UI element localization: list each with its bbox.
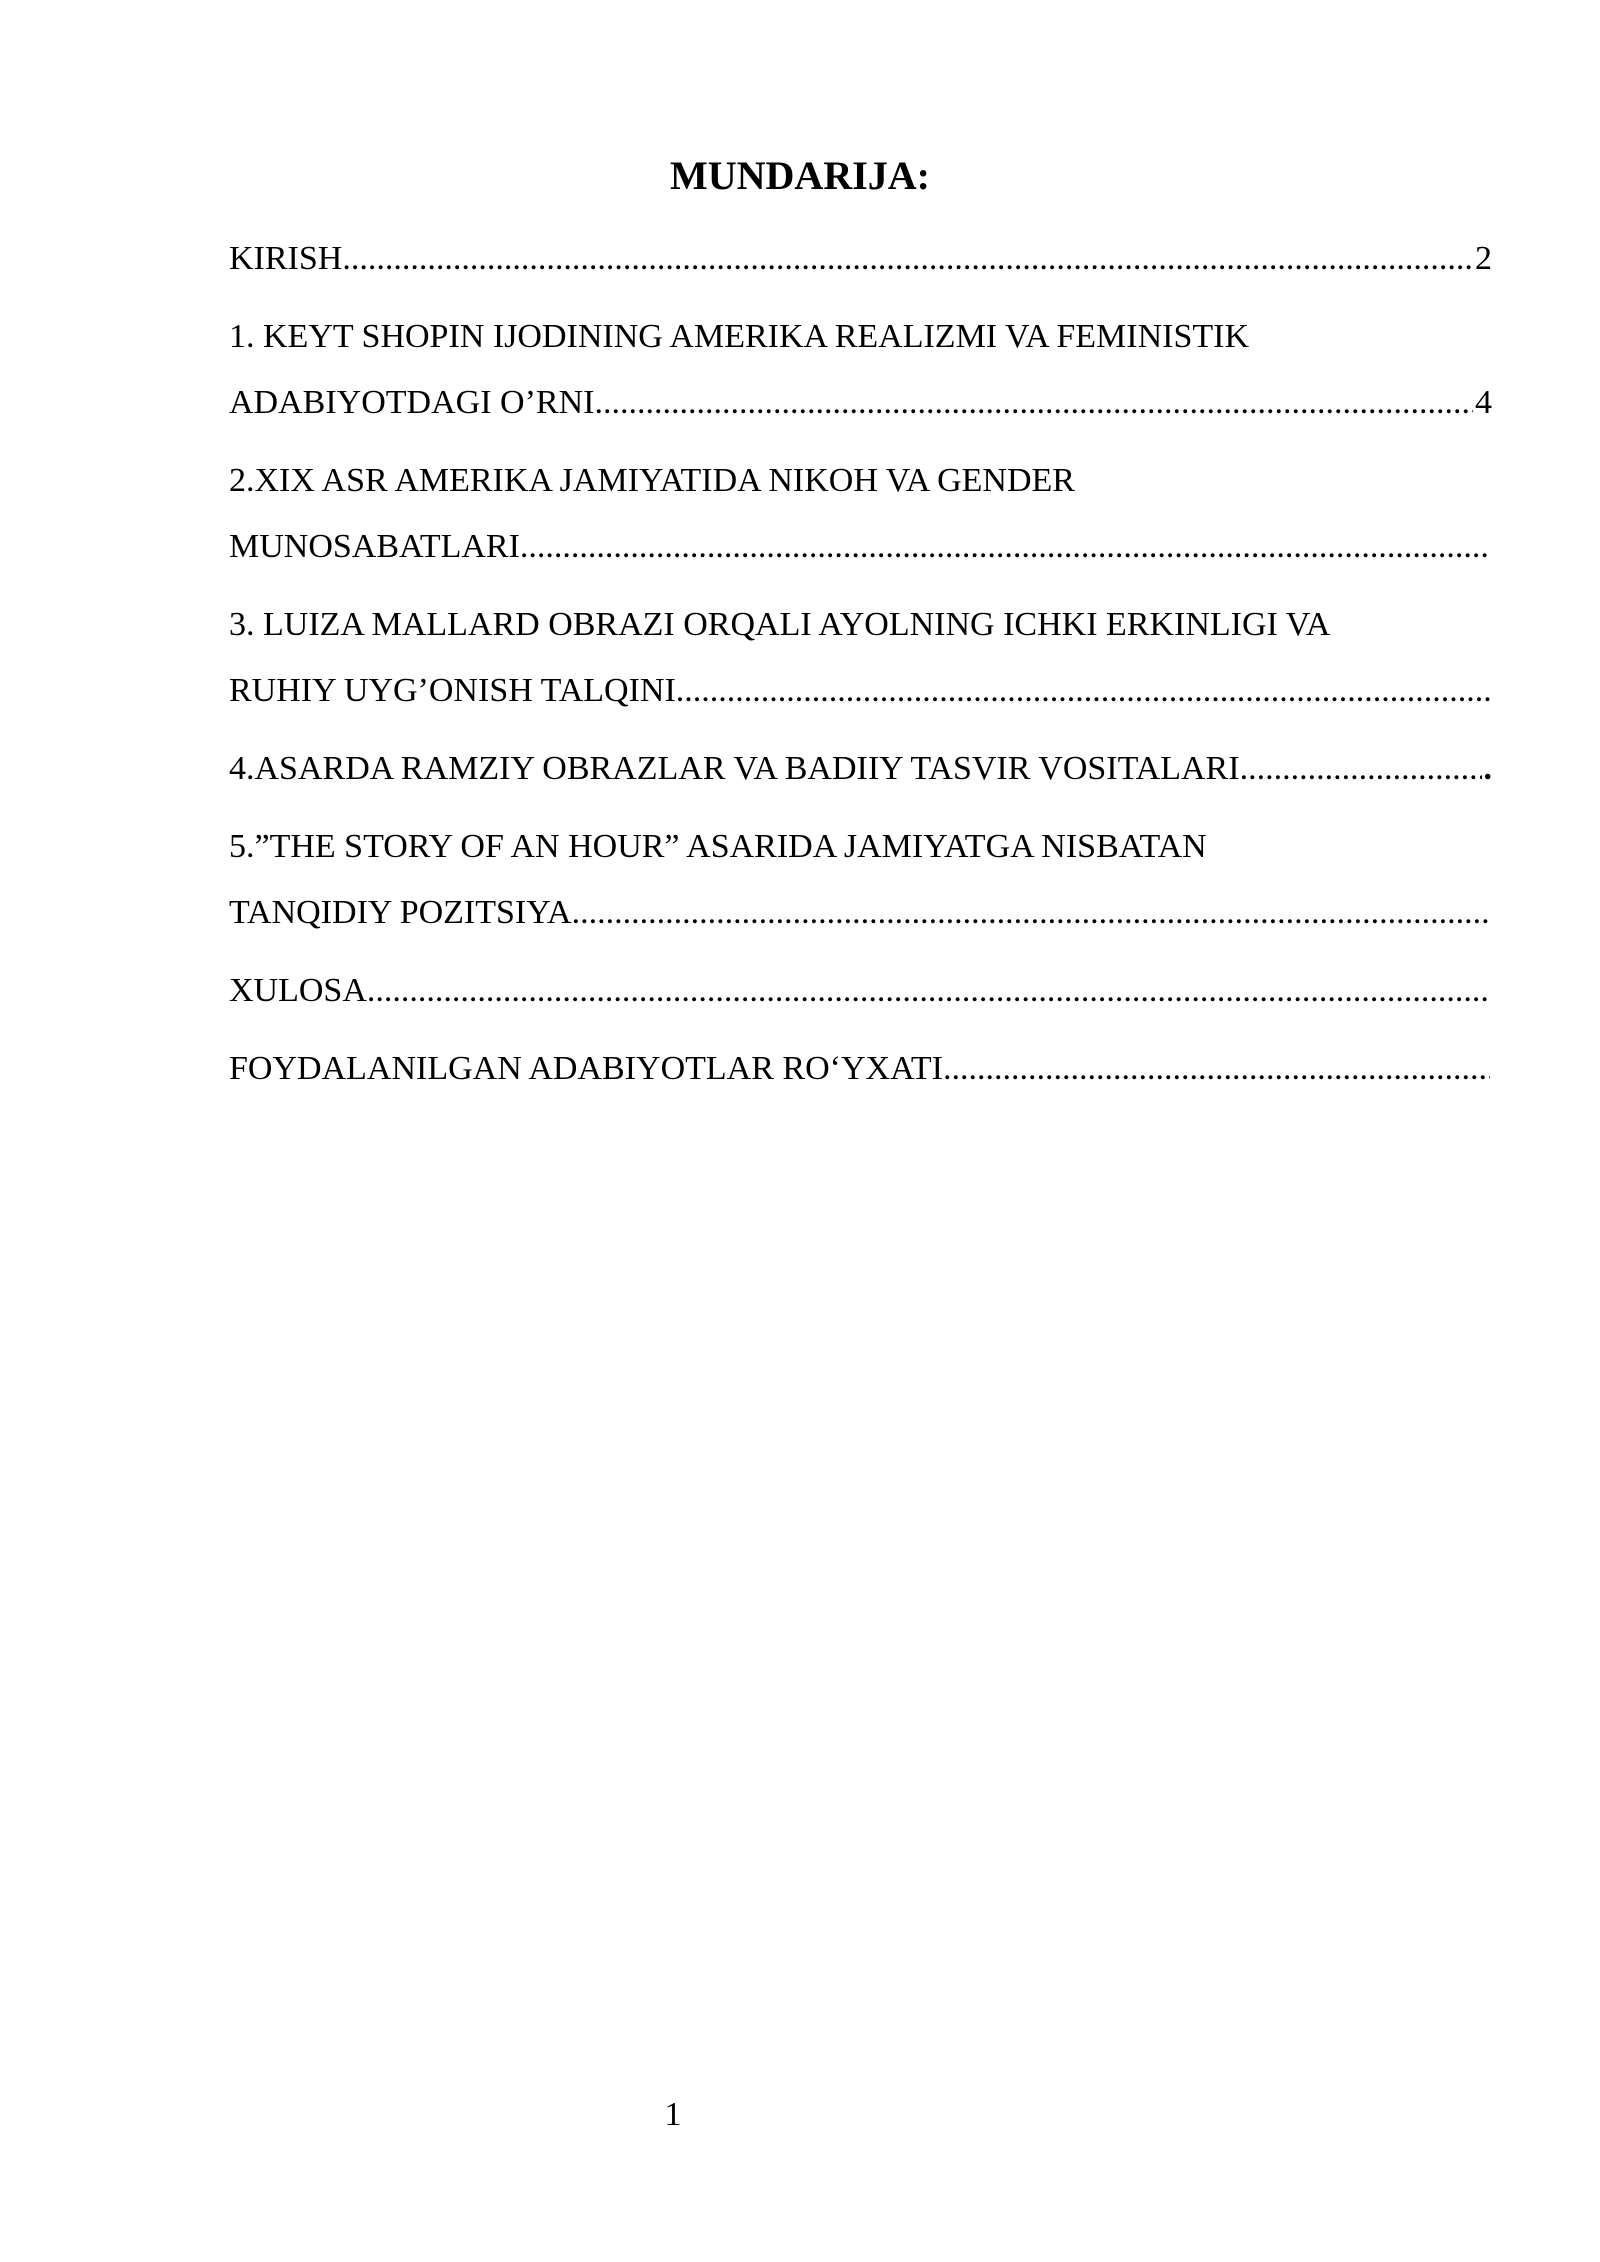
toc-entry-text: FOYDALANILGAN ADABIYOTLAR RO‘YXATI [229, 1050, 943, 1087]
toc-page-number: 4 [1475, 384, 1492, 421]
toc-entry-5[interactable] [229, 814, 1492, 946]
toc-dot-leader [676, 658, 1490, 724]
toc-entry-text: TANQIDIY POZITSIYA [229, 894, 572, 931]
toc-entry-text: 3. LUIZA MALLARD OBRAZI ORQALI AYOLNING ICHKI ERKINLIGI VA [229, 606, 1331, 643]
toc-dot-leader [572, 880, 1490, 946]
toc-entry-4[interactable] [229, 736, 1492, 802]
toc-entry-text: RUHIY UYG’ONISH TALQINI [229, 672, 676, 709]
toc-entry-kirish[interactable] [229, 226, 1492, 292]
toc-entry-references[interactable] [229, 1036, 1492, 1102]
toc-entry-text: 5.”THE STORY OF AN HOUR” ASARIDA JAMIYATGA NISBATAN [229, 828, 1207, 865]
toc-entry-text: 1. KEYT SHOPIN IJODINING AMERIKA REALIZMI VA FEMINISTIK [229, 318, 1250, 355]
toc-entry-text: KIRISH [229, 240, 343, 277]
toc-dot-leader [367, 958, 1490, 1024]
toc-entry-1[interactable] [229, 304, 1492, 436]
table-of-contents [229, 226, 1492, 1114]
toc-dot-leader [342, 226, 1473, 292]
toc-entry-text: 2.XIX ASR AMERIKA JAMIYATIDA NIKOH VA GENDER [229, 462, 1075, 499]
toc-page-number: 2 [1475, 240, 1492, 277]
toc-dot-leader [1240, 736, 1482, 802]
toc-dot-leader [943, 1036, 1490, 1102]
toc-entry-text: 4.ASARDA RAMZIY OBRAZLAR VA BADIIY TASVIR VOSITALARI [229, 750, 1240, 787]
toc-title: MUNDARIJA: [670, 153, 930, 198]
toc-dot-leader [594, 370, 1473, 436]
toc-entry-text: MUNOSABATLARI [229, 528, 520, 565]
toc-entry-3[interactable] [229, 592, 1492, 724]
toc-entry-text: XULOSA [229, 972, 367, 1009]
page-number: 1 [664, 2096, 682, 2133]
toc-entry-2[interactable] [229, 448, 1492, 580]
toc-dot-leader [520, 514, 1490, 580]
toc-page-number: . [1483, 750, 1492, 787]
toc-entry-text: ADABIYOTDAGI O’RNI [229, 384, 595, 421]
toc-entry-xulosa[interactable] [229, 958, 1492, 1024]
